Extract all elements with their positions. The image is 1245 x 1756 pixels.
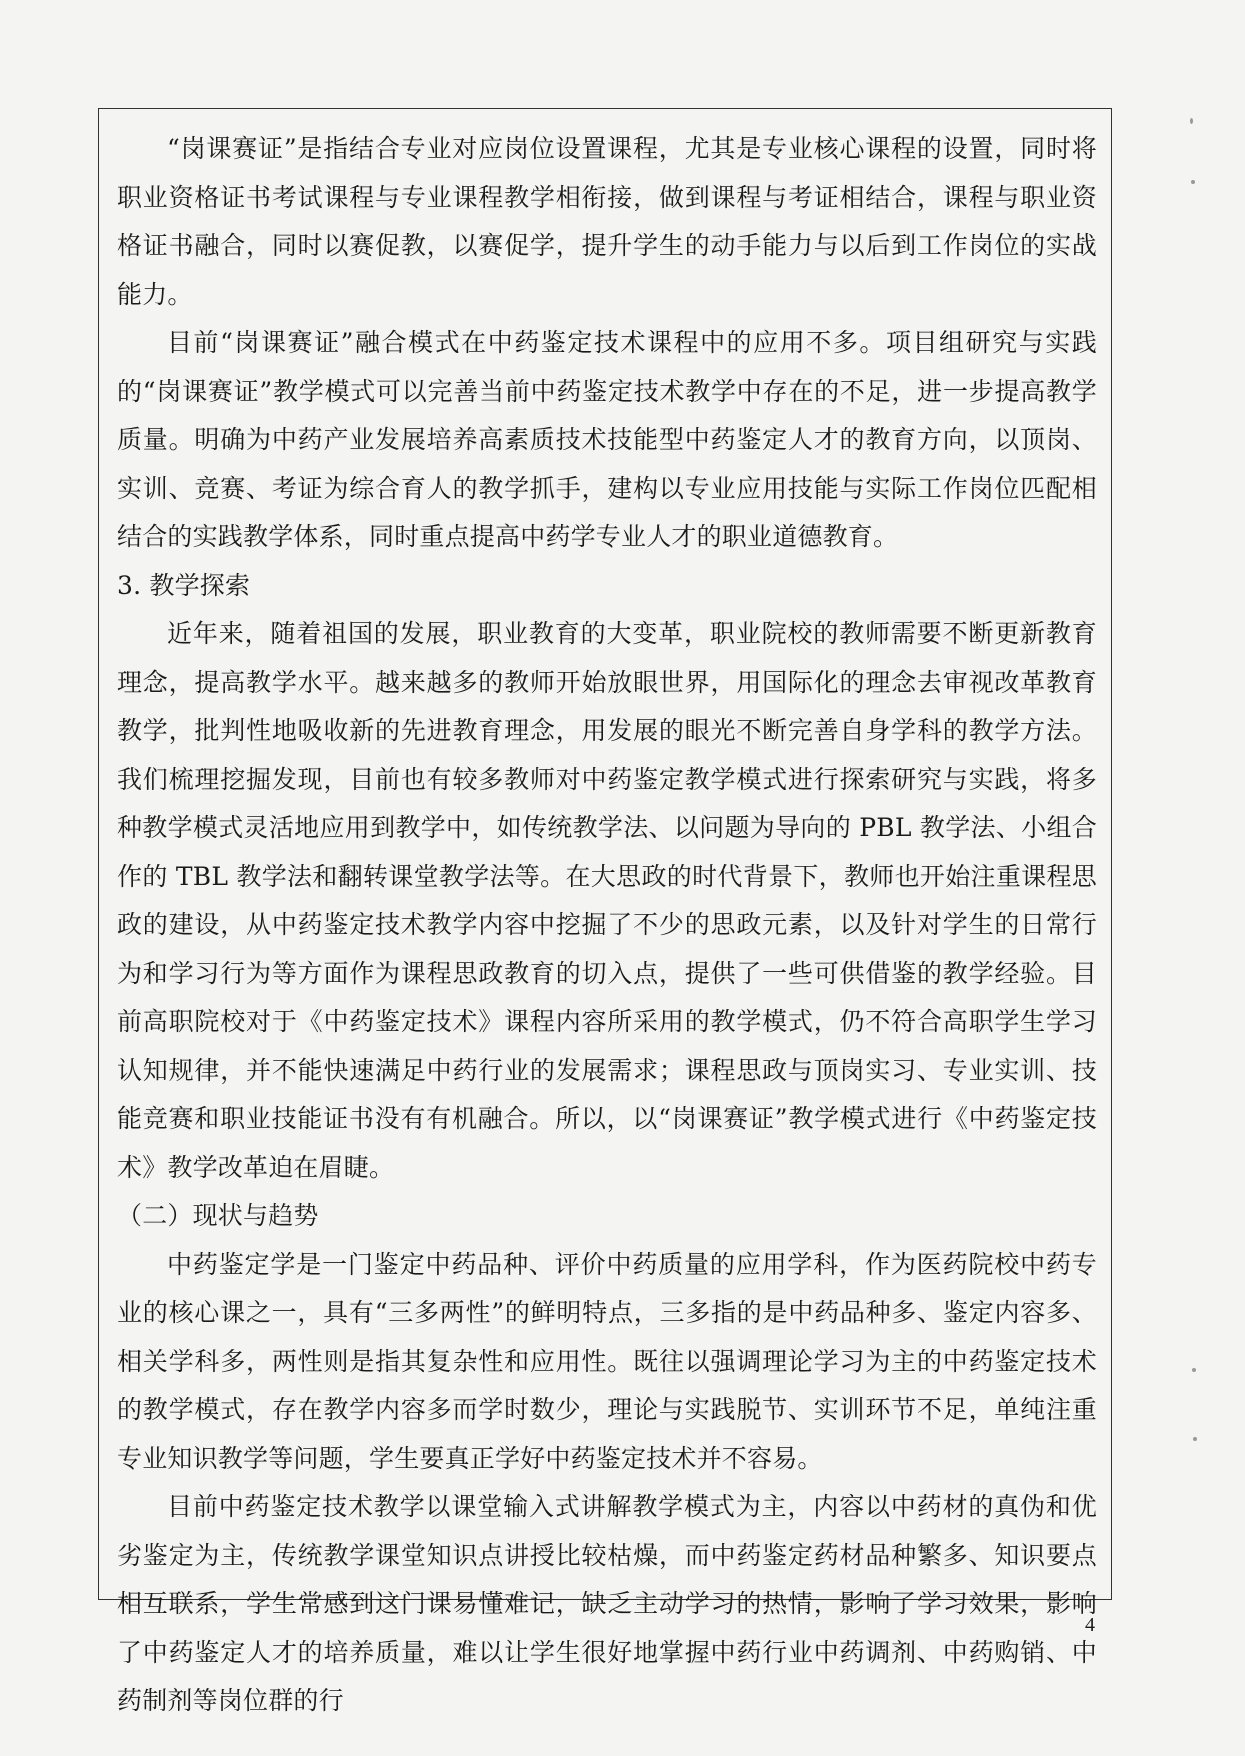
scan-speck — [1192, 1368, 1196, 1372]
section-heading-teaching-exploration: 3. 教学探索 — [117, 570, 251, 600]
paragraph-5: 目前中药鉴定技术教学以课堂输入式讲解教学模式为主，内容以中药材的真伪和优劣鉴定为主，传统教学课堂知识点讲授比较枯燥，而中药鉴定药材品种繁多、知识要点相互联系，学生常感到这门课易懂难记，缺乏主动学习的热情，影响了学习效果，影响了中药鉴定人才的培养质量，难以让学生很好地掌握中药行业中药调剂、中药购销、中药制剂等岗位群的行 — [117, 1492, 1097, 1715]
content-frame — [98, 108, 1112, 1715]
paragraph-2: 目前“岗课赛证”融合模式在中药鉴定技术课程中的应用不多。项目组研究与实践的“岗课赛证”教学模式可以完善当前中药鉴定技术教学中存在的不足，进一步提高教学质量。明确为中药产业发展培养高素质技术技能型中药鉴定人才的教育方向，以顶岗、实训、竞赛、考证为综合育人的教学抓手，建构以专业应用技能与实际工作岗位匹配相结合的实践教学体系，同时重点提高中药学专业人才的职业道德教育。 — [117, 328, 1097, 551]
paragraph-3: 近年来，随着祖国的发展，职业教育的大变革，职业院校的教师需要不断更新教育理念，提高教学水平。越来越多的教师开始放眼世界，用国际化的理念去审视改革教育教学，批判性地吸收新的先进教育理念，用发展的眼光不断完善自身学科的教学方法。我们梳理挖掘发现，目前也有较多教师对中药鉴定教学模式进行探索研究与实践，将多种教学模式灵活地应用到教学中，如传统教学法、以问题为导向的 PBL 教学法、小组合作的 TBL 教学法和翻转课堂教学法等。在大思政的时代背景下，教师也开始注重课程思政的建设，从中药鉴定技术教学内容中挖掘了不少的思政元素，以及针对学生的日常行为和学习行为等方面作为课程思政教育的切入点，提供了一些可供借鉴的教学经验。目前高职院校对于《中药鉴定技术》课程内容所采用的教学模式，仍不符合高职学生学习认知规律，并不能快速满足中药行业的发展需求；课程思政与顶岗实习、专业实训、技能竞赛和职业技能证书没有有机融合。所以，以“岗课赛证”教学模式进行《中药鉴定技术》教学改革迫在眉睫。 — [117, 619, 1097, 1182]
scan-speck — [1191, 180, 1195, 184]
paragraph-4: 中药鉴定学是一门鉴定中药品种、评价中药质量的应用学科，作为医药院校中药专业的核心课之一，具有“三多两性”的鲜明特点，三多指的是中药品种多、鉴定内容多、相关学科多，两性则是指其复杂性和应用性。既往以强调理论学习为主的中药鉴定技术的教学模式，存在教学内容多而学时数少，理论与实践脱节、实训环节不足，单纯注重专业知识教学等问题，学生要真正学好中药鉴定技术并不容易。 — [117, 1249, 1097, 1473]
section-heading-status-trends: （二）现状与趋势 — [117, 1201, 319, 1230]
scan-speck — [1193, 1437, 1197, 1441]
scan-speck — [1190, 118, 1193, 124]
page-number: 4 — [1085, 1614, 1095, 1636]
paragraph-1: “岗课赛证”是指结合专业对应岗位设置课程，尤其是专业核心课程的设置，同时将职业资格证书考试课程与专业课程教学相衔接，做到课程与考证相结合，课程与职业资格证书融合，同时以赛促教，以赛促学，提升学生的动手能力与以后到工作岗位的实战能力。 — [117, 134, 1097, 309]
